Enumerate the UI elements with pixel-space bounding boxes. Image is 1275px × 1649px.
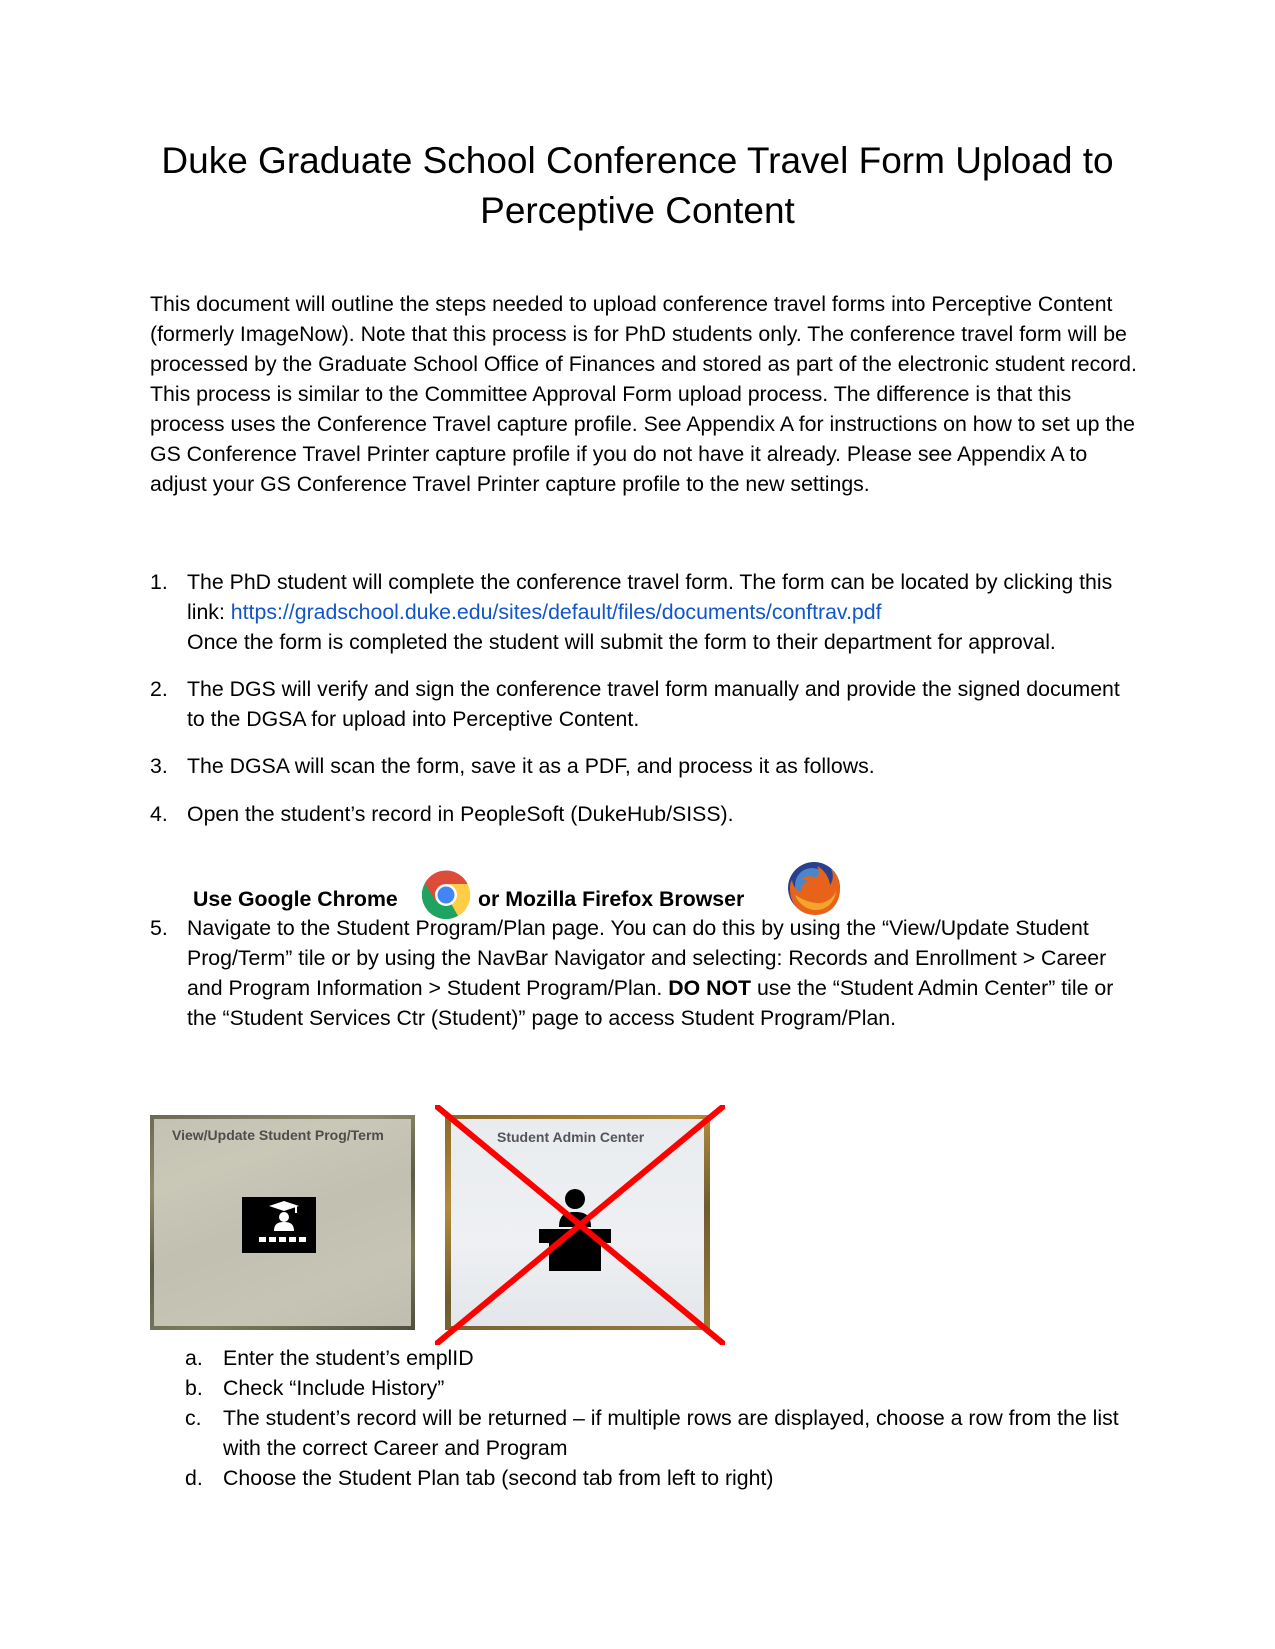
browser-note-text: Use Google Chrome	[193, 887, 398, 911]
tile-label: View/Update Student Prog/Term	[172, 1127, 384, 1143]
substep-d	[185, 1463, 1145, 1493]
step-1	[150, 567, 1140, 657]
substep-c	[185, 1403, 1145, 1463]
step-2	[150, 674, 1140, 734]
step-text: The DGSA will scan the form, save it as a PDF, and process it as follows.	[187, 754, 875, 778]
substep-letter: a.	[185, 1346, 203, 1370]
substep-a	[185, 1343, 1145, 1373]
document-title	[100, 136, 1175, 236]
step-text: The DGS will verify and sign the conference travel form manually and provide the signed document to the DGSA for upload into Perceptive Content.	[187, 677, 1120, 731]
substep-text: Choose the Student Plan tab (second tab from left to right)	[223, 1466, 774, 1490]
step-number: 2.	[150, 677, 168, 701]
substep-letter: d.	[185, 1466, 203, 1490]
crossed-out-mark	[435, 1105, 725, 1345]
conference-form-link[interactable]: https://gradschool.duke.edu/sites/default/files/documents/conftrav.pdf	[230, 600, 882, 624]
step-number: 3.	[150, 754, 168, 778]
step-text: Navigate to the Student Program/Plan page. You can do this by using the “View/Update Student Prog/Term” tile or by using the NavBar Navigator and selecting: Records and Enrollment > Career and Program Information > Student Program/Plan.	[187, 916, 1107, 1000]
step-text: Once the form is completed the student will submit the form to their department for approval.	[187, 630, 1056, 654]
step-4	[150, 799, 1140, 829]
intro-paragraph: This document will outline the steps needed to upload conference travel forms into Perceptive Content (formerly ImageNow). Note that this process is for PhD students only. The conference travel form will be processed by the Graduate School Office of Finances and stored as part of the electronic student record. This process is similar to the Committee Approval Form upload process. The difference is that this process uses the Conference Travel capture profile. See Appendix A for instructions on how to set up the GS Conference Travel Printer capture profile if you do not have it already. Please see Appendix A to adjust your GS Conference Travel Printer capture profile to the new settings.	[150, 292, 1137, 496]
step-number: 4.	[150, 802, 168, 826]
step-number: 5.	[150, 916, 168, 940]
warning-text: DO NOT	[668, 976, 752, 1000]
step-body	[187, 567, 1140, 657]
tile-label: Student Admin Center	[497, 1129, 645, 1145]
step-body	[187, 913, 1140, 1033]
title-line-1: Duke Graduate School Conference Travel Form Upload to	[161, 140, 1114, 181]
substep-letter: c.	[185, 1406, 202, 1430]
step-text: The PhD student will complete the conference travel form. The form can be located by clicking this link:	[187, 570, 1113, 624]
step-text: Open the student’s record in PeopleSoft (DukeHub/SISS).	[187, 802, 734, 826]
browser-note-text: or Mozilla Firefox Browser	[478, 887, 745, 911]
substep-text: The student’s record will be returned – if multiple rows are displayed, choose a row from the list with the correct Career and Program	[223, 1406, 1119, 1460]
step-text: use the “Student Admin Center” tile or the “Student Services Ctr (Student)” page to access Student Program/Plan.	[187, 976, 1114, 1030]
student-term-icon	[242, 1197, 316, 1253]
step-number: 1.	[150, 570, 168, 594]
firefox-icon	[785, 859, 843, 917]
substep-text: Enter the student’s emplID	[223, 1346, 474, 1370]
view-update-student-tile[interactable]	[150, 1115, 415, 1330]
step-3	[150, 751, 1140, 781]
substep-letter: b.	[185, 1376, 203, 1400]
substep-text: Check “Include History”	[223, 1376, 445, 1400]
substep-b	[185, 1373, 1145, 1403]
step-5	[150, 913, 1140, 1033]
title-line-2: Perceptive Content	[480, 190, 795, 231]
